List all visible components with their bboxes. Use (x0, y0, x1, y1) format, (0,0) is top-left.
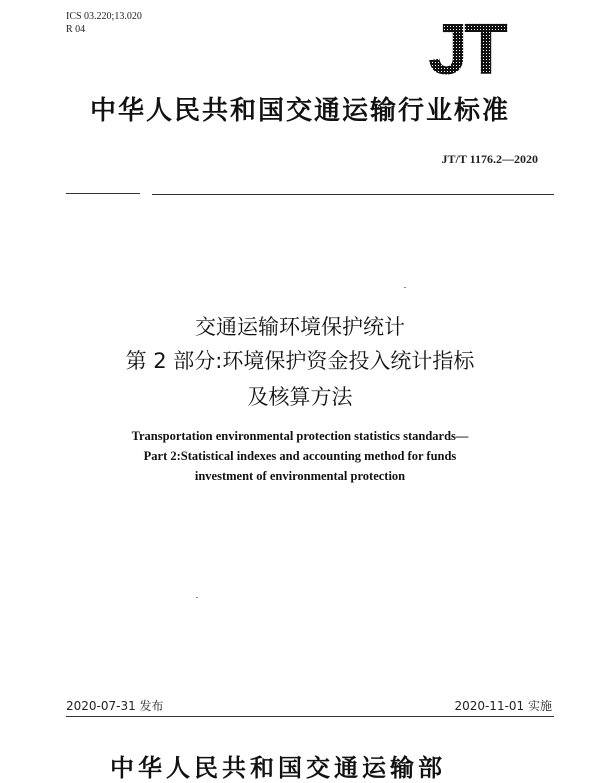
header-rule-right (152, 194, 554, 195)
header-rule-left (66, 193, 140, 194)
title-cn-line-1: 交通运输环境保护统计 (195, 315, 405, 339)
jt-logo (410, 16, 522, 78)
title-cn-line-3: 及核算方法 (247, 385, 353, 409)
title-en-line-2: Part 2:Statistical indexes and accounting method for funds (143, 449, 457, 463)
standard-number: JT/T 1176.2—2020 (441, 152, 538, 166)
speck (196, 597, 198, 598)
title-en-line-1: Transportation environmental protection statistics standards— (131, 429, 469, 443)
standard-type: 中华人民共和国交通运输行业标准 (89, 96, 510, 126)
footer-rule (66, 716, 554, 717)
implementation-date: 2020-11-01 实施 (454, 699, 552, 713)
ics-code: ICS 03.220;13.020 (66, 11, 142, 22)
logo-text: JT (427, 16, 505, 78)
release-date: 2020-07-31 发布 (66, 699, 164, 713)
title-en-line-3: investment of environmental protection (194, 469, 406, 483)
ccs-code: R 04 (66, 24, 86, 35)
title-cn-line-2: 第 2 部分:环境保护资金投入统计指标 (125, 349, 475, 373)
publisher: 中华人民共和国交通运输部 (110, 754, 446, 782)
speck (404, 287, 406, 288)
classification-codes (66, 10, 142, 36)
